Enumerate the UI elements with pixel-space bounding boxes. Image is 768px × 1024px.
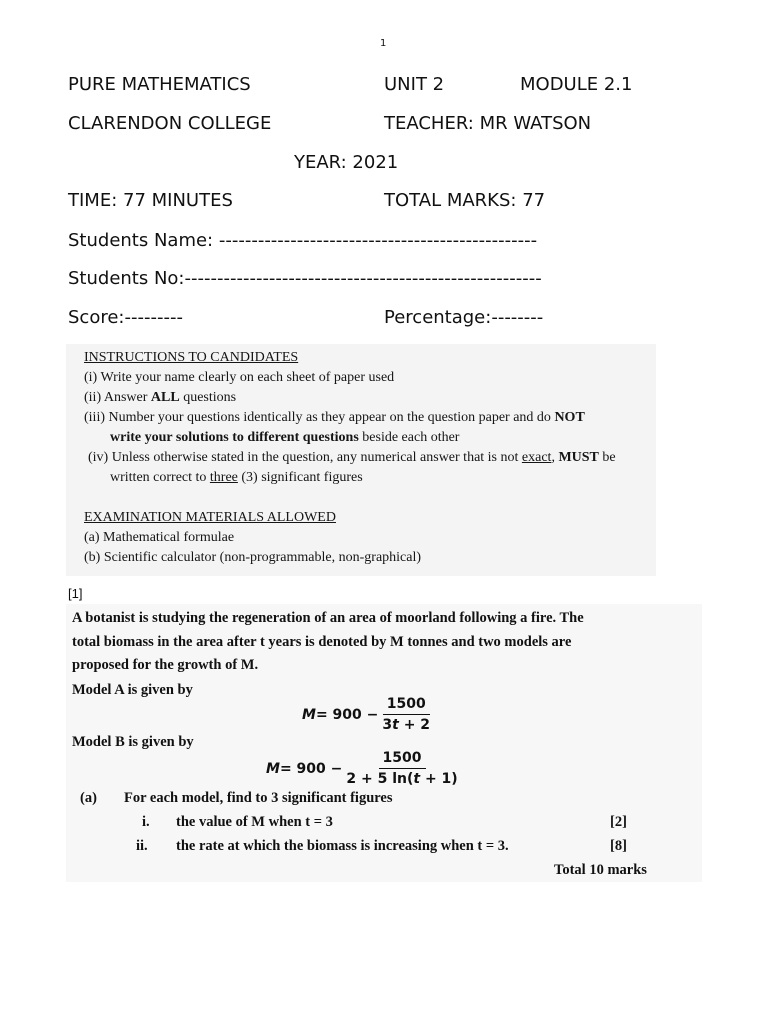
part-i-text: the value of M when t = 3 <box>176 814 333 830</box>
time-label: TIME: 77 MINUTES <box>68 190 233 211</box>
unit-label: UNIT 2 <box>384 74 445 95</box>
instructions-title: INSTRUCTIONS TO CANDIDATES <box>84 350 299 365</box>
part-ii-text: the rate at which the biomass is increasing when t = 3. <box>176 838 509 854</box>
total-marks: Total 10 marks <box>554 862 647 878</box>
question-box <box>66 604 702 882</box>
model-a-formula: M = 900 − $\frac{1500}{3t + 2}$ <box>302 696 431 733</box>
college-name: CLARENDON COLLEGE <box>68 113 272 134</box>
total-marks-label: TOTAL MARKS: 77 <box>384 190 546 211</box>
instruction-ii: (ii) Answer ALL questions <box>84 390 237 405</box>
model-b-label: Model B is given by <box>72 734 194 750</box>
students-name-field: Students Name: ------------------------------------------------- <box>68 230 538 251</box>
instruction-iii: (iii) Number your questions identically as they appear on the question paper and do NOT <box>84 410 585 425</box>
subject-title: PURE MATHEMATICS <box>68 74 251 95</box>
percentage-field: Percentage:-------- <box>384 307 544 328</box>
instruction-i: (i) Write your name clearly on each sheet of paper used <box>84 370 395 385</box>
instruction-iv: (iv) Unless otherwise stated in the question, any numerical answer that is not exact, MUST be <box>88 450 616 465</box>
part-ii-marks: [8] <box>610 838 627 854</box>
question-number: [1] <box>68 586 83 601</box>
part-ii-label: ii. <box>136 838 148 854</box>
year-label: YEAR: 2021 <box>294 152 399 173</box>
page-number: 1 <box>380 38 387 49</box>
question-line-3: proposed for the growth of M. <box>72 657 259 673</box>
question-line-2: total biomass in the area after t years is denoted by M tonnes and two models are <box>72 634 572 650</box>
question-line-1: A botanist is studying the regeneration of an area of moorland following a fire. The <box>72 610 584 626</box>
instruction-iii-cont: write your solutions to different questions beside each other <box>110 430 460 445</box>
part-i-label: i. <box>142 814 150 830</box>
material-b: (b) Scientific calculator (non-programmable, non-graphical) <box>84 550 422 565</box>
instructions-box <box>66 344 656 576</box>
students-no-field: Students No:------------------------------------------------------- <box>68 268 542 289</box>
model-a-label: Model A is given by <box>72 682 193 698</box>
instruction-iv-cont: written correct to three (3) significant figures <box>110 470 363 485</box>
part-a-label: (a) <box>80 790 97 806</box>
module-label: MODULE 2.1 <box>520 74 633 95</box>
material-a: (a) Mathematical formulae <box>84 530 235 545</box>
model-b-formula: M = 900 − $\frac{1500}{2 + 5 \ln(t + 1)}$ <box>266 750 458 787</box>
teacher-name: TEACHER: MR WATSON <box>384 113 592 134</box>
score-field: Score:--------- <box>68 307 183 328</box>
part-a-text: For each model, find to 3 significant figures <box>124 790 393 806</box>
part-i-marks: [2] <box>610 814 627 830</box>
materials-title: EXAMINATION MATERIALS ALLOWED <box>84 510 336 525</box>
